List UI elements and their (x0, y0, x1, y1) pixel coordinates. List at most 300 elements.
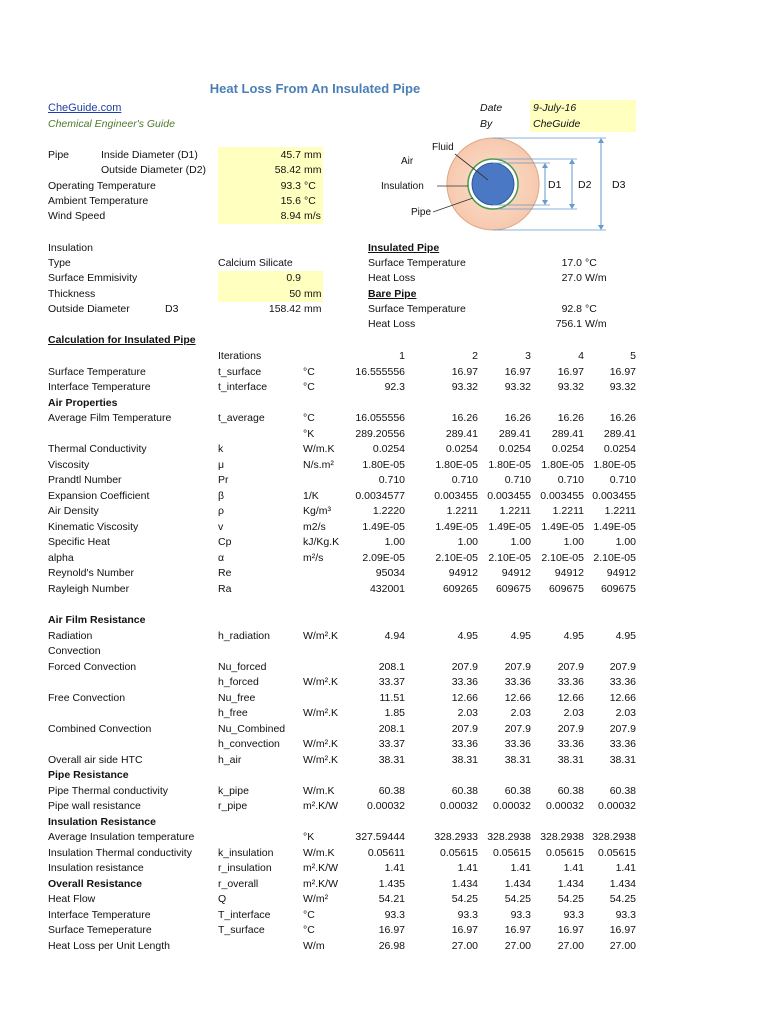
calc-row-label: Air Film Resistance (48, 613, 146, 626)
calc-cell-iter-4: 94912 (554, 567, 584, 580)
calc-row (0, 691, 768, 705)
calc-cell-iter-5: 0.710 (609, 474, 636, 487)
calc-cell-iter-3: 93.3 (510, 908, 531, 921)
date-value[interactable]: 9-July-16 (533, 102, 577, 114)
calc-cell-iter-1: 93.3 (384, 908, 405, 921)
calc-cell-iter-1: 33.37 (378, 676, 405, 688)
calc-row-label: Radiation (48, 629, 93, 642)
calc-row-symbol: T_interface (218, 908, 271, 921)
calc-row (0, 768, 768, 782)
calc-row (0, 396, 768, 410)
calc-cell-iter-5: 60.38 (609, 784, 636, 797)
calc-row-symbol: h_free (218, 707, 248, 720)
calc-row-unit: W/m² (303, 893, 329, 906)
calc-row-label: Overall air side HTC (48, 753, 143, 766)
calc-row (0, 597, 768, 611)
calc-cell-iter-5: 33.36 (609, 738, 636, 751)
calc-row-symbol: h_convection (218, 738, 280, 751)
calc-row (0, 675, 768, 689)
calc-row-symbol: α (218, 551, 225, 564)
insulation-header: Insulation (48, 242, 93, 254)
calc-row-symbol: r_pipe (218, 800, 248, 813)
calc-row (0, 613, 768, 627)
calc-cell-iter-4: 0.003455 (540, 489, 584, 502)
calc-cell-iter-2: 1.80E-05 (435, 458, 478, 471)
calc-row (0, 784, 768, 798)
calc-cell-iter-2: 93.32 (451, 381, 478, 394)
calc-cell-iter-2: 38.31 (451, 753, 478, 766)
calc-cell-iter-4: 16.97 (557, 924, 584, 937)
ins-heat-loss-value: 27.0 (561, 272, 582, 284)
diagram-label-air: Air (401, 156, 414, 167)
calc-cell-iter-2: 16.26 (451, 412, 478, 425)
calc-row-label: Specific Heat (48, 536, 110, 549)
calc-cell-iter-2: 2 (472, 350, 478, 362)
calc-row-unit: W/m².K (303, 676, 338, 688)
calc-cell-iter-3: 38.31 (504, 753, 531, 766)
calc-row-unit: °K (303, 427, 315, 440)
calc-cell-iter-1: 0.00032 (367, 800, 405, 813)
bare-heat-loss-value: 756.1 (555, 318, 582, 330)
calc-row-label: Kinematic Viscosity (48, 520, 139, 533)
calc-row-label: Reynold's Number (48, 567, 135, 580)
calc-cell-iter-5: 328.2938 (592, 831, 636, 844)
calc-row (0, 520, 768, 534)
calc-row-unit: m².K/W (303, 800, 338, 813)
calc-row-symbol: r_overall (218, 877, 259, 890)
calc-cell-iter-1: 1.80E-05 (362, 458, 405, 471)
calc-row-symbol: μ (218, 458, 225, 471)
calc-cell-iter-3: 54.25 (504, 893, 531, 906)
calc-cell-iter-2: 1.41 (457, 862, 478, 875)
ins-heat-loss-unit: W/m (585, 272, 607, 284)
bare-surface-temp-value: 92.8 (561, 303, 582, 315)
calc-row (0, 380, 768, 394)
calc-cell-iter-2: 609265 (442, 582, 478, 595)
calc-cell-iter-1: 1 (399, 350, 405, 362)
calc-row-unit: m2/s (303, 520, 326, 533)
calc-row-label: Prandtl Number (48, 474, 122, 487)
calc-cell-iter-3: 2.03 (510, 707, 531, 720)
calc-cell-iter-1: 2.09E-05 (362, 551, 405, 564)
calc-row-symbol: Q (218, 893, 227, 906)
by-value[interactable]: CheGuide (533, 118, 581, 130)
calc-cell-iter-4: 1.49E-05 (541, 520, 584, 533)
calc-cell-iter-2: 0.0254 (445, 443, 478, 456)
calc-cell-iter-4: 54.25 (557, 893, 584, 906)
calc-row-label: Thermal Conductivity (48, 443, 147, 456)
outside-diameter-label: Outside Diameter (D2) (101, 164, 207, 176)
calc-row-symbol: k_pipe (218, 784, 249, 797)
fluid-circle (472, 163, 514, 205)
ambient-temp-unit: °C (304, 195, 316, 207)
calc-cell-iter-3: 1.41 (510, 862, 531, 875)
calc-row-label: Combined Convection (48, 722, 152, 735)
calc-cell-iter-3: 16.97 (504, 365, 531, 378)
calc-row-symbol: Ra (218, 582, 232, 595)
ins-heat-loss-label: Heat Loss (368, 272, 416, 284)
calc-row-label: Air Properties (48, 396, 118, 409)
calc-cell-iter-5: 93.3 (615, 908, 636, 921)
calc-cell-iter-2: 16.97 (451, 924, 478, 937)
page-title: Heat Loss From An Insulated Pipe (209, 81, 421, 96)
calc-cell-iter-2: 289.41 (445, 427, 478, 440)
calc-row-unit: W/m².K (303, 629, 338, 642)
calc-cell-iter-3: 16.97 (504, 924, 531, 937)
calc-row-symbol: v (218, 520, 224, 533)
calc-cell-iter-5: 289.41 (603, 427, 636, 440)
calc-cell-iter-4: 1.2211 (552, 505, 584, 518)
wind-speed-unit: m/s (304, 210, 321, 222)
calc-row-label: Insulation Thermal conductivity (48, 846, 192, 859)
calc-cell-iter-3: 2.10E-05 (488, 551, 531, 564)
calc-cell-iter-3: 1.2211 (499, 505, 531, 518)
calc-cell-iter-4: 38.31 (557, 753, 584, 766)
calc-row-unit: W/m².K (303, 753, 338, 766)
calc-cell-iter-4: 93.3 (563, 908, 584, 921)
calc-cell-iter-5: 609675 (600, 582, 636, 595)
calc-cell-iter-4: 0.0254 (551, 443, 584, 456)
inside-diameter-value[interactable]: 45.7 (280, 149, 301, 161)
calc-cell-iter-5: 94912 (606, 567, 636, 580)
calc-cell-iter-2: 1.00 (457, 536, 478, 549)
diagram-label-insulation: Insulation (381, 181, 424, 192)
calc-row-unit: °C (303, 381, 315, 394)
calc-cell-iter-1: 95034 (375, 567, 405, 580)
calc-cell-iter-4: 93.32 (557, 381, 584, 394)
calc-row-symbol: h_forced (218, 676, 259, 688)
diagram-label-d3: D3 (612, 179, 626, 191)
calc-row-unit: W/m².K (303, 738, 338, 751)
calc-cell-iter-3: 16.26 (504, 412, 531, 425)
calc-cell-iter-4: 2.03 (563, 707, 584, 720)
calc-row-unit: W/m².K (303, 707, 338, 720)
calc-cell-iter-3: 3 (525, 350, 531, 362)
od-label: Outside Diameter (48, 303, 130, 315)
calc-cell-iter-2: 93.3 (457, 908, 478, 921)
calc-cell-iter-4: 16.97 (557, 365, 584, 378)
calc-cell-iter-2: 1.434 (451, 877, 478, 890)
calc-row-label: Pipe Thermal conductivity (48, 784, 169, 797)
calc-cell-iter-3: 289.41 (498, 427, 531, 440)
ins-surface-temp-unit: °C (585, 257, 597, 269)
calc-row-symbol: k (218, 443, 224, 456)
calc-cell-iter-4: 0.05615 (546, 846, 584, 859)
calc-cell-iter-4: 33.36 (557, 676, 584, 688)
calc-row (0, 846, 768, 860)
calc-row-label: Average Film Temperature (48, 412, 172, 425)
calc-cell-iter-5: 2.03 (615, 707, 636, 720)
calc-cell-iter-5: 1.00 (615, 536, 636, 549)
calc-cell-iter-1: 11.51 (379, 691, 405, 704)
calc-cell-iter-1: 1.49E-05 (362, 520, 405, 533)
calc-cell-iter-2: 60.38 (451, 784, 478, 797)
od-symbol: D3 (165, 303, 179, 315)
calc-cell-iter-4: 60.38 (557, 784, 584, 797)
calc-cell-iter-3: 94912 (501, 567, 531, 580)
operating-temp-label: Operating Temperature (48, 180, 156, 192)
calc-cell-iter-3: 93.32 (504, 381, 531, 394)
thickness-value[interactable]: 50 (289, 288, 301, 300)
calc-cell-iter-2: 207.9 (451, 722, 478, 735)
calc-cell-iter-5: 0.003455 (592, 489, 636, 502)
calc-cell-iter-1: 60.38 (378, 784, 405, 797)
calc-row-label: Pipe wall resistance (48, 800, 141, 813)
calc-cell-iter-4: 2.10E-05 (541, 551, 584, 564)
calc-row (0, 644, 768, 658)
calc-row-label: alpha (48, 551, 74, 564)
calc-cell-iter-2: 16.97 (451, 365, 478, 378)
calc-cell-iter-5: 1.80E-05 (593, 458, 636, 471)
date-label: Date (480, 102, 503, 114)
calc-row-symbol: Pr (218, 474, 229, 487)
calc-row-label: Heat Flow (48, 893, 96, 906)
calc-cell-iter-5: 0.05615 (598, 846, 636, 859)
calc-cell-iter-1: 0.0034577 (355, 489, 405, 502)
calc-cell-iter-1: 54.21 (378, 893, 405, 906)
calc-row (0, 722, 768, 736)
calc-cell-iter-4: 1.80E-05 (541, 458, 584, 471)
calc-row-symbol: Iterations (218, 350, 262, 362)
calc-cell-iter-2: 0.05615 (440, 846, 478, 859)
calc-cell-iter-1: 327.59444 (355, 831, 405, 844)
diagram-label-d1: D1 (548, 179, 562, 191)
calc-cell-iter-5: 38.31 (609, 753, 636, 766)
calc-cell-iter-3: 1.434 (504, 877, 531, 890)
calc-row-unit: 1/K (303, 489, 319, 502)
calc-row-label: Air Density (48, 505, 99, 518)
calc-cell-iter-1: 16.055556 (355, 412, 405, 425)
calc-row-unit: m²/s (303, 551, 324, 564)
calc-cell-iter-2: 12.66 (451, 691, 478, 704)
calc-row-symbol: k_insulation (218, 846, 274, 859)
calc-row-label: Surface Temeperature (48, 924, 152, 937)
bare-pipe-header: Bare Pipe (368, 288, 417, 300)
calc-cell-iter-3: 207.9 (504, 722, 531, 735)
calc-row-unit: W/m.K (303, 443, 335, 456)
calc-row-label: Insulation Resistance (48, 815, 156, 828)
calc-cell-iter-4: 1.41 (563, 862, 584, 875)
calc-row (0, 753, 768, 767)
calc-row (0, 365, 768, 379)
calc-row (0, 923, 768, 937)
calc-cell-iter-5: 207.9 (609, 660, 636, 673)
ambient-temp-value[interactable]: 15.6 (280, 195, 301, 207)
calc-cell-iter-2: 1.2211 (446, 505, 478, 518)
calc-cell-iter-5: 5 (630, 350, 636, 362)
calc-cell-iter-1: 1.85 (384, 707, 405, 720)
calc-cell-iter-1: 208.1 (378, 722, 405, 735)
calc-row-symbol: ρ (218, 505, 224, 518)
thickness-unit: mm (304, 288, 322, 300)
calc-cell-iter-2: 2.10E-05 (435, 551, 478, 564)
ins-surface-temp-label: Surface Temperature (368, 257, 466, 269)
calc-cell-iter-4: 207.9 (557, 660, 584, 673)
calc-cell-iter-3: 0.00032 (493, 800, 531, 813)
calc-cell-iter-1: 0.710 (378, 474, 405, 487)
calc-cell-iter-1: 26.98 (378, 940, 405, 952)
calc-row (0, 830, 768, 844)
calc-row (0, 504, 768, 518)
calc-row-unit: Kg/m³ (303, 505, 332, 518)
calc-cell-iter-4: 27.00 (557, 940, 584, 952)
calc-cell-iter-4: 609675 (548, 582, 584, 595)
calc-row (0, 582, 768, 596)
calc-cell-iter-1: 33.37 (378, 738, 405, 751)
calc-row (0, 535, 768, 549)
od-unit: mm (304, 303, 322, 315)
calc-row-label: Surface Temperature (48, 365, 146, 378)
bare-heat-loss-unit: W/m (585, 318, 607, 330)
calc-cell-iter-4: 4 (578, 350, 584, 362)
calc-row-unit: °C (303, 924, 315, 937)
bare-heat-loss-label: Heat Loss (368, 318, 416, 330)
calc-row-unit: N/s.m² (303, 458, 334, 471)
calc-row-unit: W/m (303, 940, 325, 952)
calc-cell-iter-1: 208.1 (378, 660, 405, 673)
calc-row-symbol: h_air (218, 753, 242, 766)
calc-row (0, 815, 768, 829)
calc-row-symbol: Cp (218, 536, 232, 549)
outside-diameter-value[interactable]: 58.42 (274, 164, 301, 176)
calc-cell-iter-4: 12.66 (557, 691, 584, 704)
calc-cell-iter-5: 0.00032 (598, 800, 636, 813)
calc-row (0, 442, 768, 456)
emissivity-label: Surface Emmisivity (48, 272, 138, 284)
calc-cell-iter-1: 289.20556 (355, 427, 405, 440)
calc-row (0, 877, 768, 891)
calc-cell-iter-5: 1.41 (615, 862, 636, 875)
thickness-label: Thickness (48, 288, 96, 300)
calc-row-label: Average Insulation temperature (48, 831, 195, 844)
calc-cell-iter-1: 0.0254 (372, 443, 405, 456)
calc-row (0, 799, 768, 813)
calc-cell-iter-5: 2.10E-05 (593, 551, 636, 564)
site-link[interactable]: CheGuide.com (48, 102, 122, 114)
calc-row-label: Pipe Resistance (48, 769, 129, 782)
calc-cell-iter-4: 1.00 (563, 536, 584, 549)
calc-cell-iter-5: 54.25 (609, 893, 636, 906)
calc-row-label: Heat Loss per Unit Length (48, 940, 170, 952)
calc-row-label: Rayleigh Number (48, 582, 130, 595)
calc-row-label: Forced Convection (48, 660, 137, 673)
tagline: Chemical Engineer's Guide (48, 118, 175, 130)
wind-speed-value[interactable]: 8.94 (280, 210, 301, 222)
calc-cell-iter-3: 1.49E-05 (488, 520, 531, 533)
calc-row (0, 551, 768, 565)
calc-row-label: Overall Resistance (48, 877, 142, 890)
calc-cell-iter-3: 207.9 (504, 660, 531, 673)
operating-temp-unit: °C (304, 180, 316, 192)
calc-cell-iter-5: 12.66 (609, 691, 636, 704)
calc-cell-iter-2: 54.25 (451, 893, 478, 906)
calc-cell-iter-5: 1.49E-05 (593, 520, 636, 533)
calc-row-label: Viscosity (48, 458, 90, 471)
calc-cell-iter-2: 0.003455 (434, 489, 478, 502)
calc-row-unit: m².K/W (303, 877, 338, 890)
calc-row (0, 566, 768, 580)
calc-cell-iter-5: 0.0254 (603, 443, 636, 456)
calc-row (0, 660, 768, 674)
calc-cell-iter-5: 1.434 (609, 877, 636, 890)
calc-cell-iter-1: 4.94 (384, 629, 405, 642)
calc-cell-iter-5: 4.95 (615, 629, 636, 642)
calc-row-label: Insulation resistance (48, 862, 144, 875)
calc-cell-iter-4: 0.00032 (546, 800, 584, 813)
operating-temp-value[interactable]: 93.3 (280, 180, 301, 192)
calc-row (0, 489, 768, 503)
calc-row (0, 892, 768, 906)
calc-row-symbol: Nu_Combined (218, 722, 286, 735)
pipe-label: Pipe (48, 149, 70, 161)
calc-row-unit: °K (303, 831, 315, 844)
diagram-label-fluid: Fluid (432, 142, 454, 153)
diagram-label-d2: D2 (578, 179, 592, 191)
calc-row-unit: °C (303, 365, 315, 378)
insulated-pipe-header: Insulated Pipe (368, 242, 440, 254)
calc-cell-iter-3: 0.05615 (493, 846, 531, 859)
by-label: By (480, 118, 493, 130)
calc-row (0, 861, 768, 875)
calc-row-symbol: T_surface (218, 924, 265, 937)
calc-cell-iter-4: 289.41 (551, 427, 584, 440)
calc-cell-iter-1: 1.435 (378, 877, 405, 890)
calc-cell-iter-3: 0.0254 (498, 443, 531, 456)
calc-row-unit: m².K/W (303, 862, 338, 875)
calc-cell-iter-5: 27.00 (609, 940, 636, 952)
calc-cell-iter-3: 0.710 (504, 474, 531, 487)
calc-row-unit: W/m.K (303, 784, 335, 797)
calc-cell-iter-2: 2.03 (457, 707, 478, 720)
calc-row (0, 473, 768, 487)
calc-cell-iter-3: 33.36 (504, 676, 531, 688)
calc-row-label: Expansion Coefficient (48, 489, 150, 502)
calc-row-label: Free Convection (48, 691, 126, 704)
calc-cell-iter-5: 207.9 (609, 722, 636, 735)
calc-cell-iter-2: 0.710 (451, 474, 478, 487)
calc-cell-iter-4: 207.9 (557, 722, 584, 735)
diagram-label-pipe: Pipe (411, 207, 432, 218)
od-value: 158.42 (268, 303, 301, 315)
calc-row-symbol: Nu_free (218, 691, 256, 704)
calc-header: Calculation for Insulated Pipe (48, 334, 196, 346)
calc-cell-iter-1: 432001 (369, 582, 405, 595)
calc-cell-iter-2: 1.49E-05 (435, 520, 478, 533)
emissivity-value[interactable]: 0.9 (286, 272, 301, 284)
calc-cell-iter-3: 1.80E-05 (488, 458, 531, 471)
calc-row-symbol: t_surface (218, 365, 262, 378)
calc-row-unit: °C (303, 908, 315, 921)
calc-cell-iter-1: 0.05611 (367, 846, 405, 859)
calc-cell-iter-5: 1.2211 (604, 505, 636, 518)
calc-row (0, 706, 768, 720)
calc-cell-iter-2: 33.36 (451, 738, 478, 751)
calc-row (0, 939, 768, 953)
calc-cell-iter-5: 33.36 (609, 676, 636, 688)
calc-cell-iter-3: 60.38 (504, 784, 531, 797)
calc-cell-iter-4: 33.36 (557, 738, 584, 751)
calc-cell-iter-2: 33.36 (451, 676, 478, 688)
inside-diameter-label: Inside Diameter (D1) (101, 149, 198, 161)
bare-surface-temp-label: Surface Temperature (368, 303, 466, 315)
type-value[interactable]: Calcium Silicate (218, 257, 293, 269)
calc-cell-iter-1: 38.31 (378, 753, 405, 766)
calc-row-symbol: t_average (218, 412, 265, 425)
bare-surface-temp-unit: °C (585, 303, 597, 315)
calc-cell-iter-2: 94912 (448, 567, 478, 580)
calc-cell-iter-3: 12.66 (504, 691, 531, 704)
calc-row (0, 349, 768, 363)
